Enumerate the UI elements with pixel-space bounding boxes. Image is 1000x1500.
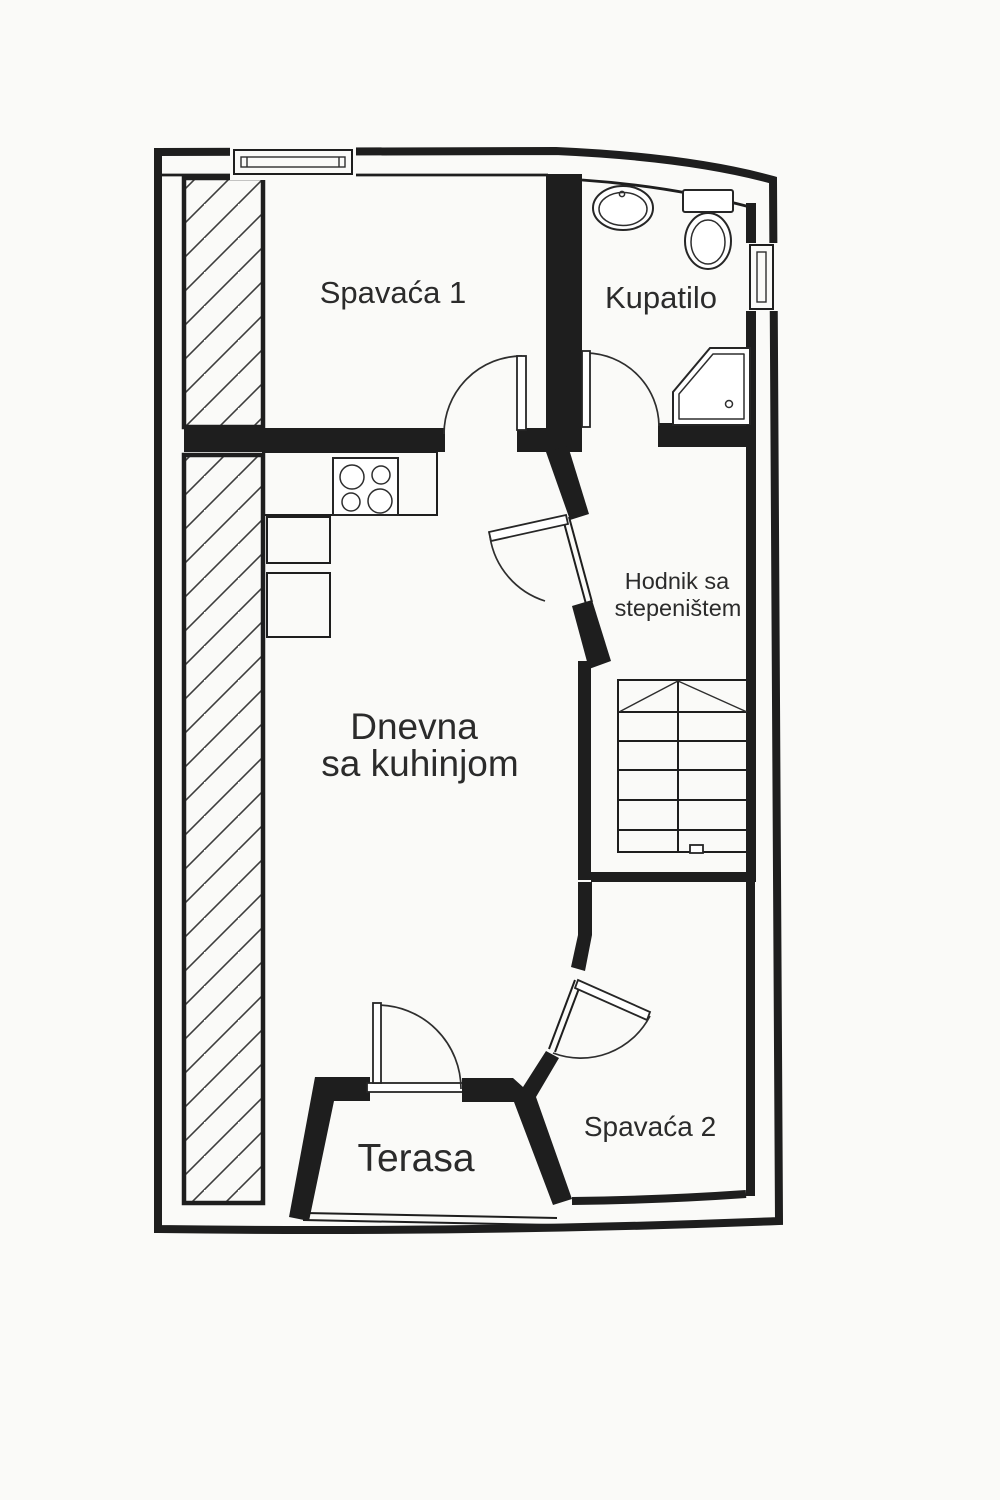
bedroom1-door-leaf (517, 356, 526, 430)
terrace-door-threshold (367, 1083, 463, 1092)
terrace-label: Terasa (357, 1137, 475, 1180)
living-label-line1: Dnevna (350, 706, 478, 747)
wall-bedroom1-bathroom (546, 174, 582, 428)
bedroom2-right-wall (746, 880, 755, 1196)
living-label-line2: sa kuhinjom (321, 743, 519, 784)
wall-bedroom1-living (184, 428, 445, 452)
terrace-door-leaf (373, 1003, 381, 1083)
wall-bathroom-hall (658, 423, 754, 447)
wall-hall-living (578, 661, 591, 880)
stove (333, 458, 398, 515)
hatched-walls (184, 178, 263, 1203)
hallway-label-line1: Hodnik sa (624, 568, 730, 594)
wall-bedroom1-living (517, 428, 582, 452)
wall-hall-bedroom2 (591, 872, 756, 882)
toilet (683, 190, 733, 269)
hallway-label-line2: stepeništem (614, 595, 742, 621)
hatched-wall-lower (184, 455, 263, 1203)
bathroom-door-leaf (582, 351, 590, 427)
sink (593, 186, 653, 230)
bedroom2-label: Spavaća 2 (583, 1111, 717, 1142)
bathroom-label: Kupatilo (604, 280, 718, 315)
bathroom-right-wall (746, 203, 756, 243)
stair-newel (690, 845, 703, 853)
bedroom1-label: Spavaća 1 (319, 275, 467, 310)
hatched-wall-upper (184, 178, 263, 427)
